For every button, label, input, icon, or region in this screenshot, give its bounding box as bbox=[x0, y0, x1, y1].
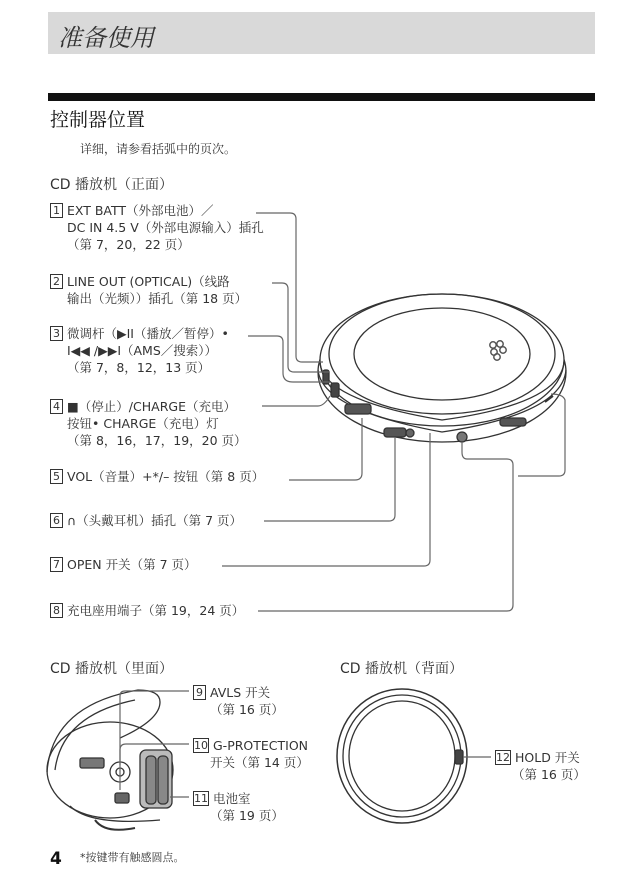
callout-number: 2 bbox=[50, 274, 63, 289]
label-line: ■（停止）/CHARGE（充电） bbox=[67, 399, 236, 414]
label-line: （第 19 页） bbox=[210, 808, 284, 823]
callout-number: 9 bbox=[193, 685, 206, 700]
front-player-illustration bbox=[318, 294, 566, 442]
callout-number: 5 bbox=[50, 469, 63, 484]
label-line: LINE OUT (OPTICAL)（线路 bbox=[67, 274, 230, 289]
callout-number: 4 bbox=[50, 399, 63, 414]
label-line: 开关（第 14 页） bbox=[210, 755, 309, 770]
chapter-title: 准备使用 bbox=[58, 24, 154, 52]
label-line: OPEN 开关（第 7 页） bbox=[67, 557, 197, 572]
label-line: ∩（头戴耳机）插孔（第 7 页） bbox=[67, 513, 243, 528]
callout-number: 1 bbox=[50, 203, 63, 218]
label-line: （第 7，20，22 页） bbox=[67, 237, 190, 252]
label-line: G-PROTECTION bbox=[213, 738, 309, 753]
back-view-title: CD 播放机（背面） bbox=[340, 661, 464, 677]
callout-number: 8 bbox=[50, 603, 63, 618]
callout-number: 10 bbox=[194, 739, 208, 752]
footnote: *按键带有触感圆点。 bbox=[80, 851, 185, 864]
page-number: 4 bbox=[50, 849, 62, 869]
label-line: 充电座用端子（第 19，24 页） bbox=[67, 603, 245, 618]
callout-number: 7 bbox=[50, 557, 63, 572]
callout-number: 11 bbox=[194, 792, 208, 805]
label-line: （第 7，8，12，13 页） bbox=[67, 360, 211, 375]
inside-player-illustration bbox=[47, 690, 189, 830]
label-line: EXT BATT（外部电池）／ bbox=[67, 203, 214, 218]
label-line: 输出（光频））插孔（第 18 页） bbox=[67, 291, 248, 306]
label-line: （第 16 页） bbox=[210, 702, 284, 717]
label-line: DC IN 4.5 V（外部电源输入）插孔 bbox=[67, 220, 264, 235]
label-line: HOLD 开关 bbox=[515, 750, 580, 765]
callout-number: 3 bbox=[50, 326, 63, 341]
label-line: AVLS 开关 bbox=[210, 685, 271, 700]
label-line: 微调杆（▶II（播放／暂停）• bbox=[67, 326, 229, 341]
inside-view-title: CD 播放机（里面） bbox=[50, 661, 174, 677]
label-line: （第 16 页） bbox=[512, 767, 586, 782]
back-player-illustration bbox=[337, 689, 491, 823]
label-line: VOL（音量）+*/– 按钮（第 8 页） bbox=[67, 469, 265, 484]
label-line: （第 8，16，17，19，20 页） bbox=[67, 433, 247, 448]
label-line: I◀◀ /▶▶I（AMS／搜索）） bbox=[67, 343, 218, 358]
intro-text: 详细，请参看括弧中的页次。 bbox=[80, 142, 237, 156]
label-line: 电池室 bbox=[213, 791, 251, 806]
label-line: 按钮• CHARGE（充电）灯 bbox=[67, 416, 219, 431]
section-title: 控制器位置 bbox=[50, 109, 146, 131]
callout-number: 6 bbox=[50, 513, 63, 528]
front-view-title: CD 播放机（正面） bbox=[50, 177, 174, 193]
callout-number: 12 bbox=[496, 751, 510, 764]
